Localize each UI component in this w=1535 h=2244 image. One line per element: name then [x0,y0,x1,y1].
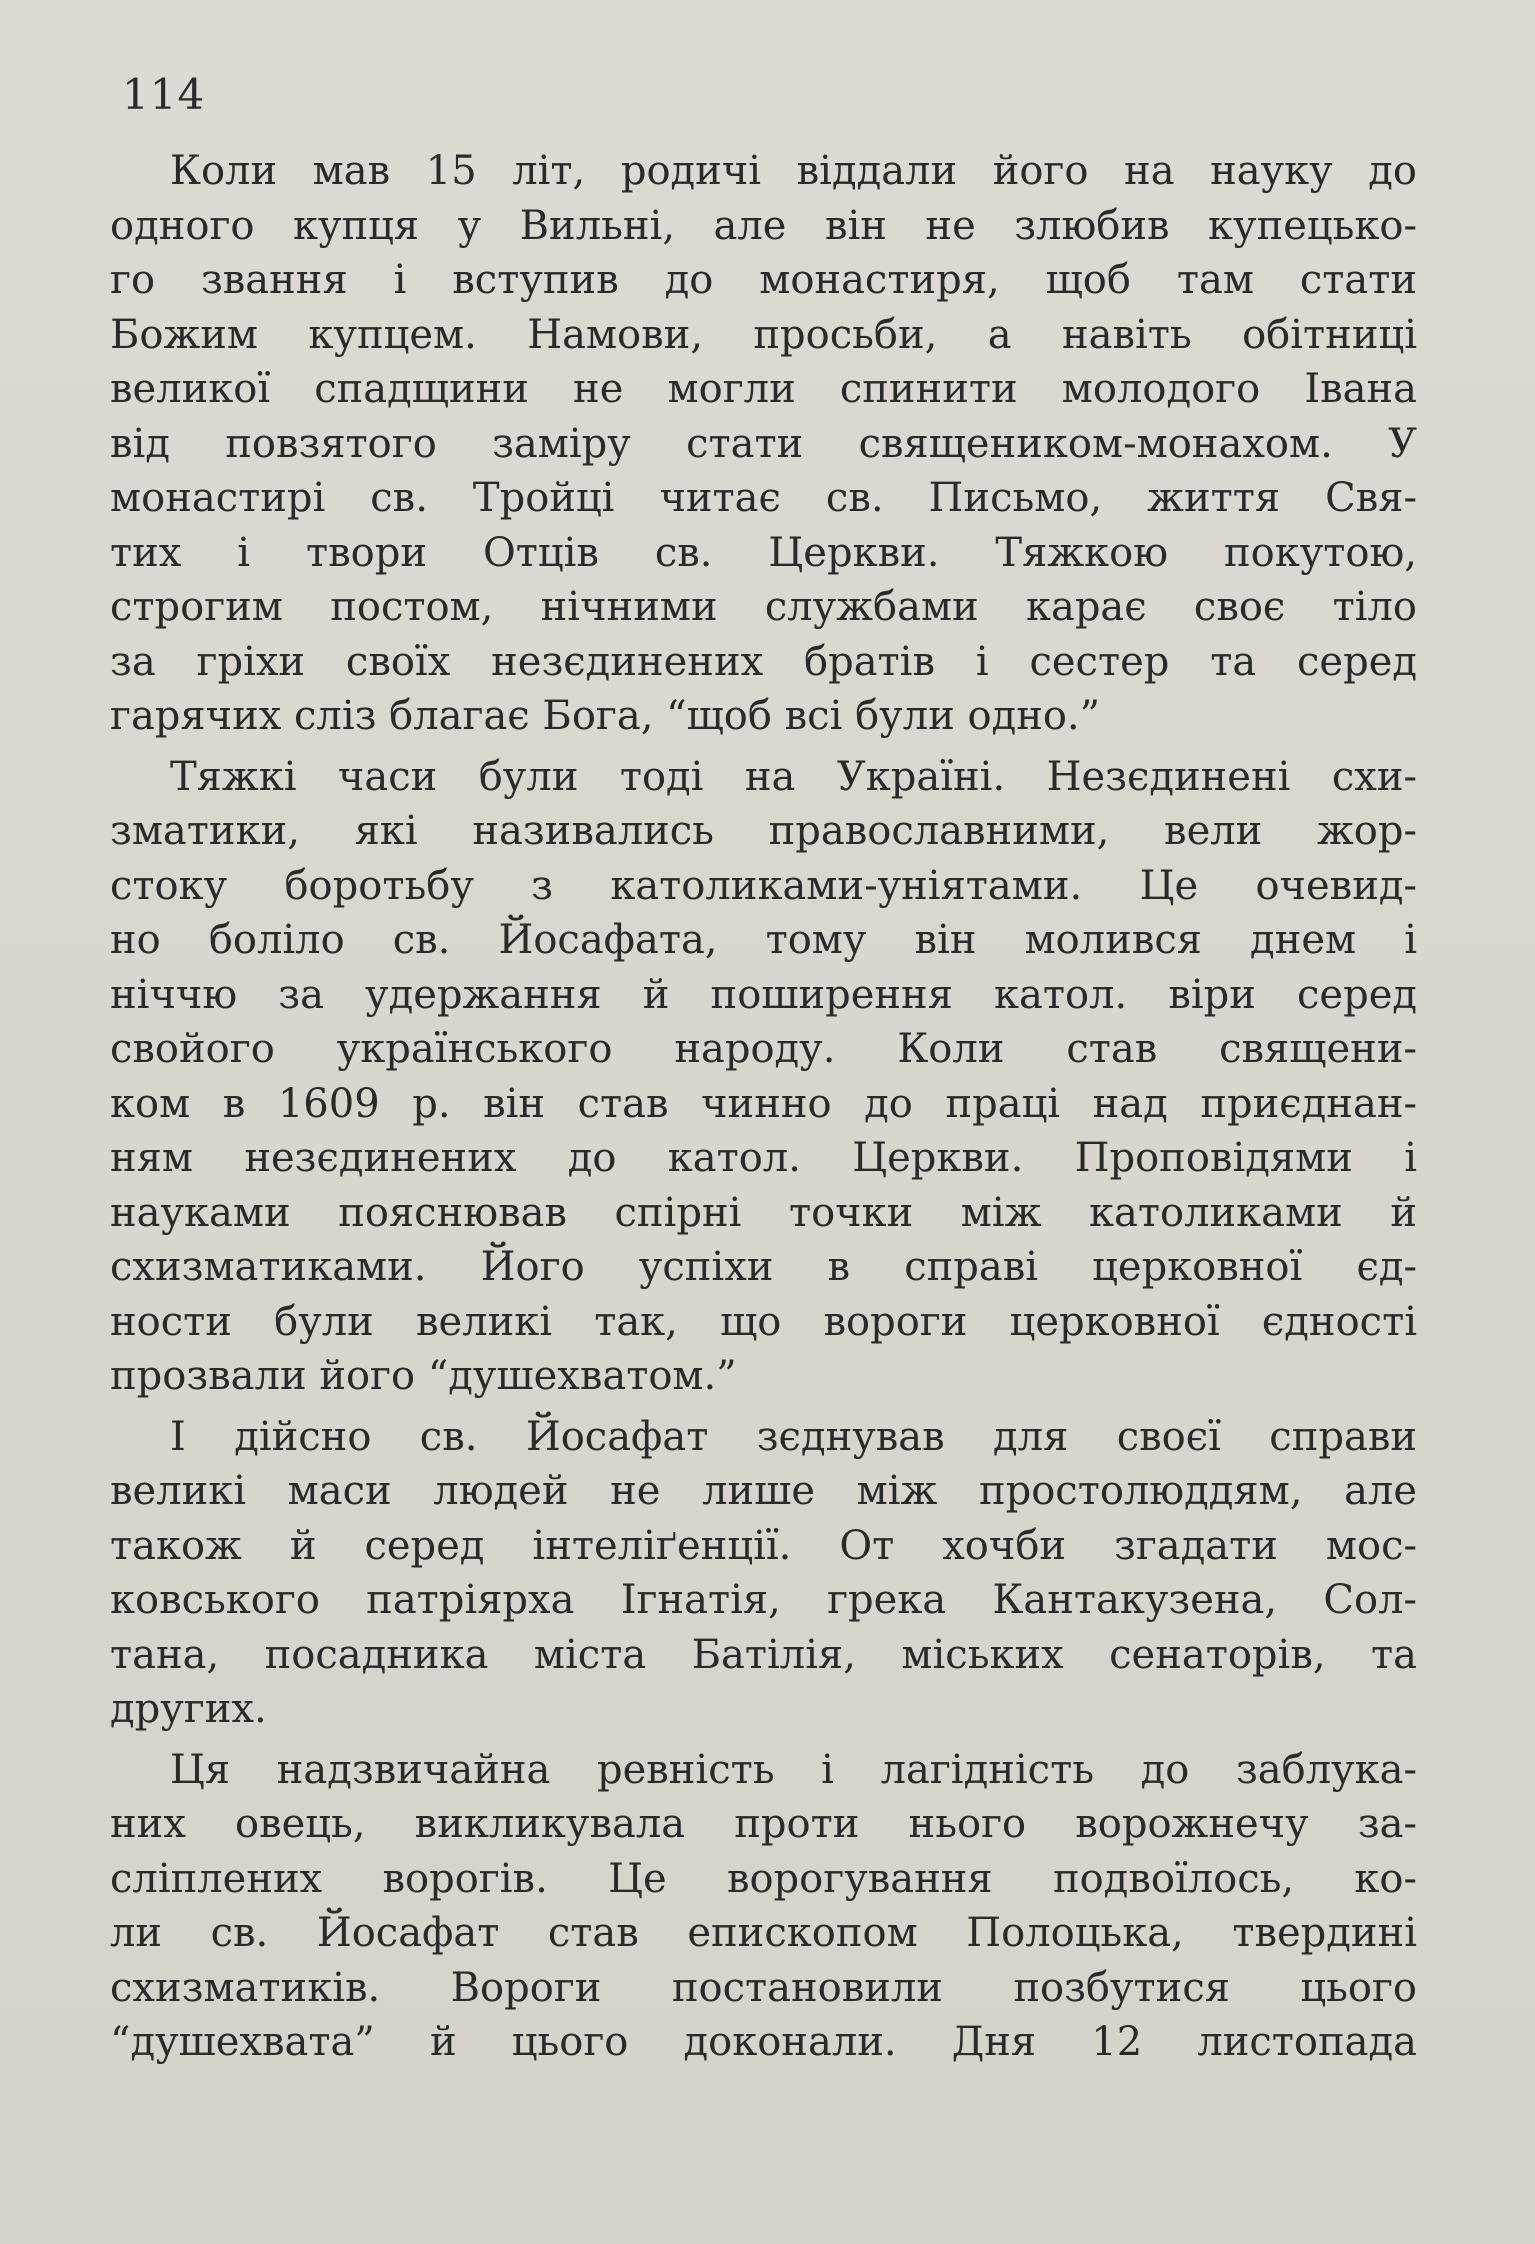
page-number: 114 [122,70,206,119]
text-line: за гріхи своїх незєдинених братів і сестер та серед [110,638,1417,685]
text-line: також й серед інтеліґенції. От хочби згадати мос- [110,1522,1417,1569]
text-line: тана, посадника міста Батілія, міських сенаторів, та [110,1631,1417,1678]
text-line: других. [110,1686,267,1732]
text-line: ности були великі так, що вороги церковної єдності [110,1298,1417,1345]
text-line: великі маси людей не лише між простолюддям, але [110,1468,1417,1514]
text-line: ковського патріярха Ігнатія, грека Кантакузена, Сол- [110,1577,1417,1623]
text-line: Ця надзвичайна ревність і лагідність до заблука- [170,1746,1417,1793]
text-line: ком в 1609 р. він став чинно до праці над приєднан- [110,1080,1417,1127]
text-line: строгим постом, нічними службами карає своє тіло [110,584,1417,630]
text-line: них овець, викликувала проти нього ворожнечу за- [110,1801,1417,1847]
text-line: тих і твори Отців св. Церкви. Тяжкою покутою, [110,529,1417,576]
paragraph [110,1410,1417,1737]
text-line: го звання і вступив до монастиря, щоб там стати [110,257,1417,303]
text-line: ли св. Йосафат став епископом Полоцька, твердині [110,1910,1417,1956]
text-line: І дійсно св. Йосафат зєднував для своєї справи [170,1413,1417,1460]
paragraph [110,750,1417,1404]
text-line: Коли мав 15 літ, родичі віддали його на науку до [170,148,1417,194]
text-line: свойого українського народу. Коли став священи- [110,1026,1417,1072]
text-line: одного купця у Вильні, але він не злюбив купецько- [110,202,1417,249]
body-text [110,144,1417,2070]
paragraph [110,1743,1417,2070]
text-line: великої спадщини не могли спинити молодого Івана [110,366,1417,412]
text-line: “душехвата” й цього доконали. Дня 12 листопада [110,2019,1417,2065]
text-line: ніччю за удержання й поширення катол. віри серед [110,971,1417,1018]
text-line: від повзятого заміру стати священиком-монахом. У [110,420,1417,467]
text-line: схизматиками. Його успіхи в справі церковної єд- [110,1244,1417,1290]
text-line: но боліло св. Йосафата, тому він молився днем і [110,917,1417,963]
text-line: прозвали його “душехватом.” [110,1353,737,1399]
text-line: Божим купцем. Намови, просьби, а навіть обітниці [110,311,1417,358]
text-line: науками пояснював спірні точки між католиками й [110,1189,1417,1236]
text-line: зматики, які називались православними, вели жор- [110,808,1417,854]
text-line: монастирі св. Тройці читає св. Письмо, життя Свя- [110,475,1417,521]
text-line: схизматиків. Вороги постановили позбутися цього [110,1964,1417,2011]
text-line: сліплених ворогів. Це ворогування подвоїлось, ко- [110,1855,1417,1902]
text-line: ням незєдинених до катол. Церкви. Проповідями і [110,1135,1417,1181]
text-line: стоку боротьбу з католиками-уніятами. Це очевид- [110,862,1417,909]
paragraph [110,144,1417,744]
text-line: Тяжкі часи були тоді на Україні. Незєдинені схи- [170,753,1417,800]
text-line: гарячих сліз благає Бога, “щоб всі були одно.” [110,693,1101,739]
